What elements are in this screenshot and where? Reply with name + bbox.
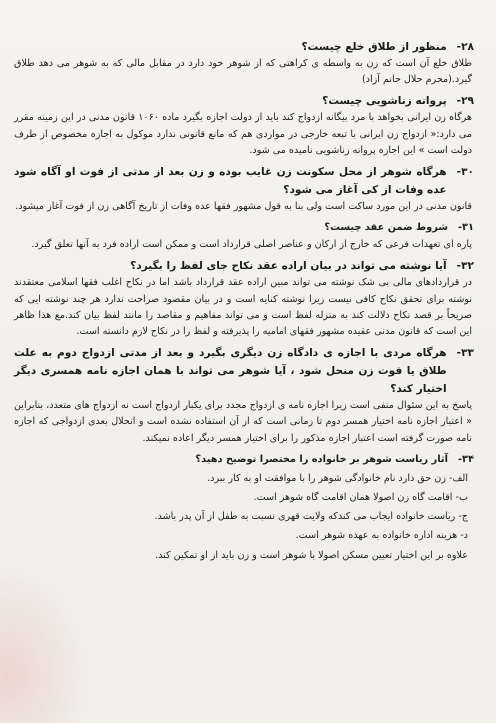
paper-stain [0, 560, 90, 723]
answer-text: در قراردادهای مالی بی شک نوشته می تواند مبین اراده عقد قرارداد باشد اما در نکاح اغلب فقها اسلامی معتقدند نوشته برای تحقق نکاح کافی نیست زیرا نوشته کنایه است و در بیان مقصود صراحت ندارد هر چند نوشته ایی که صریحاً بر قصد نکاح دلالت کند به منزله لفظ است و می تواند مفاهیم و مقاصد را مانند لفظ بیان کند.مع هذا ظاهر این است که قانون مدنی عقیده مشهور فقهای امامیه را پذیرفته و لفظ را در نکاح لازم دانسته است. [14, 277, 472, 338]
question-number: ۳۴- [457, 453, 474, 465]
question-title: هرگاه مردی با اجازه ی دادگاه زن دیگری بگیرد و بعد از مدتی ازدواج دوم به علت طلاق یا فوت زن منحل شود ، آیا شوهر می تواند با همان اجازه نامه همسری دیگر اختیار کند؟ [14, 347, 447, 396]
question-title: شروط ضمن عقد چیست؟ [324, 222, 448, 234]
question-28-answer [14, 56, 474, 88]
question-number: ۳۳- [456, 347, 474, 360]
question-28-heading [14, 38, 474, 56]
question-31-heading [14, 219, 474, 237]
question-number: ۳۲- [456, 260, 474, 273]
question-title: پروانه زناشویی چیست؟ [322, 95, 447, 108]
question-number: ۲۸- [456, 41, 474, 53]
question-title: هرگاه شوهر از محل سکونت زن غایب بوده و زن بعد از مدتی از فوت او آگاه شود عده وفات از کی آغاز می شود؟ [14, 166, 447, 197]
document-body [14, 34, 474, 567]
question-30-answer [14, 199, 474, 215]
question-29-heading [14, 92, 474, 110]
question-29-answer [14, 110, 474, 159]
list-item: علاوه بر این اختیار تعیین مسکن اصولا با شوهر است و زن باید از او تمکین کند. [155, 549, 468, 561]
question-34-answer [14, 471, 474, 564]
question-number: ۳۰- [456, 166, 474, 179]
answer-text: طلاق خلع آن است که زن به واسطه ی کراهتی که از شوهر خود دارد در مقابل مالی که به شوهر می دهد طلاق گیرد.(محرم حلال جانم آزاد) [14, 58, 472, 86]
question-32-answer [14, 275, 474, 340]
answer-text: پاره ای تعهدات فرعی که خارج از ارکان و عناصر اصلی قرارداد است و ممکن است اراده فرد به آنها تعلق گیرد. [31, 239, 472, 251]
question-number: ۲۹- [456, 95, 474, 108]
list-item: الف- زن حق دارد نام خانوادگی شوهر را با موافقت او به کار ببرد. [207, 472, 468, 484]
question-title: آیا نوشته می تواند در بیان اراده عقد نکاح جای لفظ را بگیرد؟ [130, 260, 447, 273]
question-34-heading [14, 451, 474, 469]
answer-text: هرگاه زن ایرانی بخواهد با مرد بیگانه ازدواج کند باید از دولت اجازه بگیرد ماده ۱۰۶۰ قانون مدنی در این زمینه مقرر می دارد:« ازدواج زن ایرانی با تبعه خارجی در مواردی هم که مانع قانونی ندارد موکول به اجازه مخصوص از طرف دولت است » این اجازه پروانه زناشویی نامیده می شود. [14, 112, 472, 156]
question-title: منظور از طلاق خلع چیست؟ [301, 41, 447, 53]
answer-text: پاسخ به این سئوال منفی است زیرا اجازه نامه ی ازدواج مجدد برای یکبار ازدواج است نه ازدواج های متعدد، بنابراین « اعتبار اجازه نامه اختیار همسر دوم تا زمانی است که از آن استفاده نشده است و انحلال بعدی ازدواجی که اجازه نامه صورت گرفته است اعتبار اجازه مذکور را برای اختیار همسر دیگر اعاده نمیکند. [14, 400, 472, 444]
list-item: ب- اقامت گاه زن اصولا همان اقامت گاه شوهر است. [253, 492, 468, 504]
question-32-heading [14, 257, 474, 275]
question-30-heading [14, 163, 474, 199]
list-item: ج- ریاست خانواده ایجاب می کندکه ولایت قهری نسبت به طفل از آن پدر باشد. [154, 511, 468, 523]
answer-text: قانون مدنی در این مورد ساکت است ولی بنا به قول مشهور فقها عده وفات از تاریخ آگاهی زن از فوت آغاز میشود. [15, 201, 472, 213]
question-33-heading [14, 344, 474, 398]
question-33-answer [14, 398, 474, 447]
question-number: ۳۱- [457, 222, 474, 234]
question-31-answer [14, 237, 474, 253]
list-item: د- هزینه اداره خانواده به عهده شوهر است. [295, 530, 468, 542]
question-title: آثار ریاست شوهر بر خانواده را مختصرا توضیح دهید؟ [195, 453, 448, 465]
